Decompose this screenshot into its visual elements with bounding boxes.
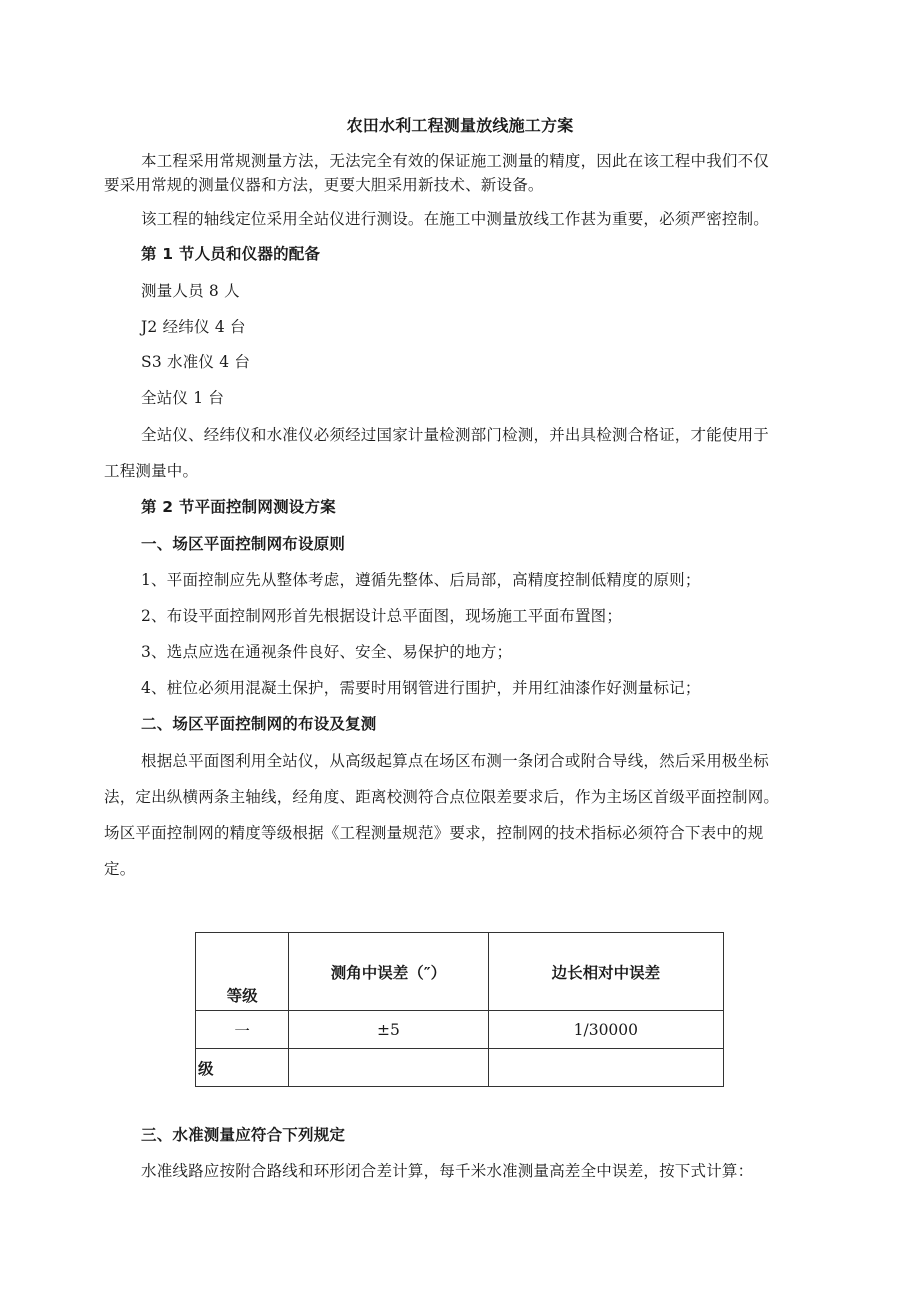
rule-item-4: 4、桩位必须用混凝土保护，需要时用钢管进行围护，并用红油漆作好测量标记；: [141, 679, 701, 697]
paragraph-intro-line2: 要采用常规的测量仪器和方法，更要大胆采用新技术、新设备。: [104, 176, 544, 194]
control-network-spec-table: [195, 932, 724, 1087]
paragraph-axis: 该工程的轴线定位采用全站仪进行测设。在施工中测量放线工作甚为重要，必须严密控制。: [141, 210, 770, 228]
cell-grade-continued: 级: [196, 1049, 289, 1087]
paragraph-method-line4: 定。: [104, 860, 136, 878]
page-title: 农田水利工程测量放线施工方案: [346, 116, 574, 135]
table-row: [196, 1049, 724, 1087]
paragraph-method-line2: 法，定出纵横两条主轴线，经角度、距离校测符合点位限差要求后，作为主场区首级平面控制网。: [104, 788, 780, 806]
paragraph-calibration-line1: 全站仪、经纬仪和水准仪必须经过国家计量检测部门检测，并出具检测合格证，才能使用于: [141, 426, 770, 444]
paragraph-calibration-line2: 工程测量中。: [104, 462, 199, 480]
cell-angle-error: ±5: [289, 1011, 488, 1049]
paragraph-intro-line1: 本工程采用常规测量方法，无法完全有效的保证施工测量的精度，因此在该工程中我们不仅: [141, 152, 770, 170]
rule-item-1: 1、平面控制应先从整体考虑，遵循先整体、后局部，高精度控制低精度的原则；: [141, 571, 701, 589]
section1-heading: 第 1 节人员和仪器的配备: [141, 245, 321, 263]
table-row: [196, 1011, 724, 1049]
table-header-row: [196, 933, 724, 1011]
subsection3-heading: 三、水准测量应符合下列规定: [141, 1126, 346, 1144]
subsection2-heading: 二、场区平面控制网的布设及复测: [141, 715, 377, 733]
cell-side-error: 1/30000: [488, 1011, 723, 1049]
cell-grade: 一: [196, 1011, 289, 1049]
rule-item-3: 3、选点应选在通视条件良好、安全、易保护的地方；: [141, 643, 513, 661]
instrument-theodolite: J2 经纬仪 4 台: [141, 318, 246, 336]
header-grade: 等级: [196, 933, 289, 1011]
rule-item-2: 2、布设平面控制网形首先根据设计总平面图，现场施工平面布置图；: [141, 607, 623, 625]
cell-empty: [488, 1049, 723, 1087]
header-angle-error: 测角中误差（″）: [289, 933, 488, 1011]
subsection1-heading: 一、场区平面控制网布设原则: [141, 535, 346, 553]
paragraph-method-line1: 根据总平面图利用全站仪，从高级起算点在场区布测一条闭合或附合导线，然后采用极坐标: [141, 752, 770, 770]
section2-heading: 第 2 节平面控制网测设方案: [141, 498, 336, 516]
staff-count: 测量人员 8 人: [141, 282, 240, 300]
paragraph-method-line3: 场区平面控制网的精度等级根据《工程测量规范》要求，控制网的技术指标必须符合下表中的规: [104, 824, 764, 842]
header-side-error: 边长相对中误差: [488, 933, 723, 1011]
paragraph-leveling: 水准线路应按附合路线和环形闭合差计算，每千米水准测量高差全中误差，按下式计算：: [141, 1162, 754, 1180]
instrument-total-station: 全站仪 1 台: [141, 389, 225, 407]
cell-empty: [289, 1049, 488, 1087]
instrument-level: S3 水准仪 4 台: [141, 353, 251, 371]
